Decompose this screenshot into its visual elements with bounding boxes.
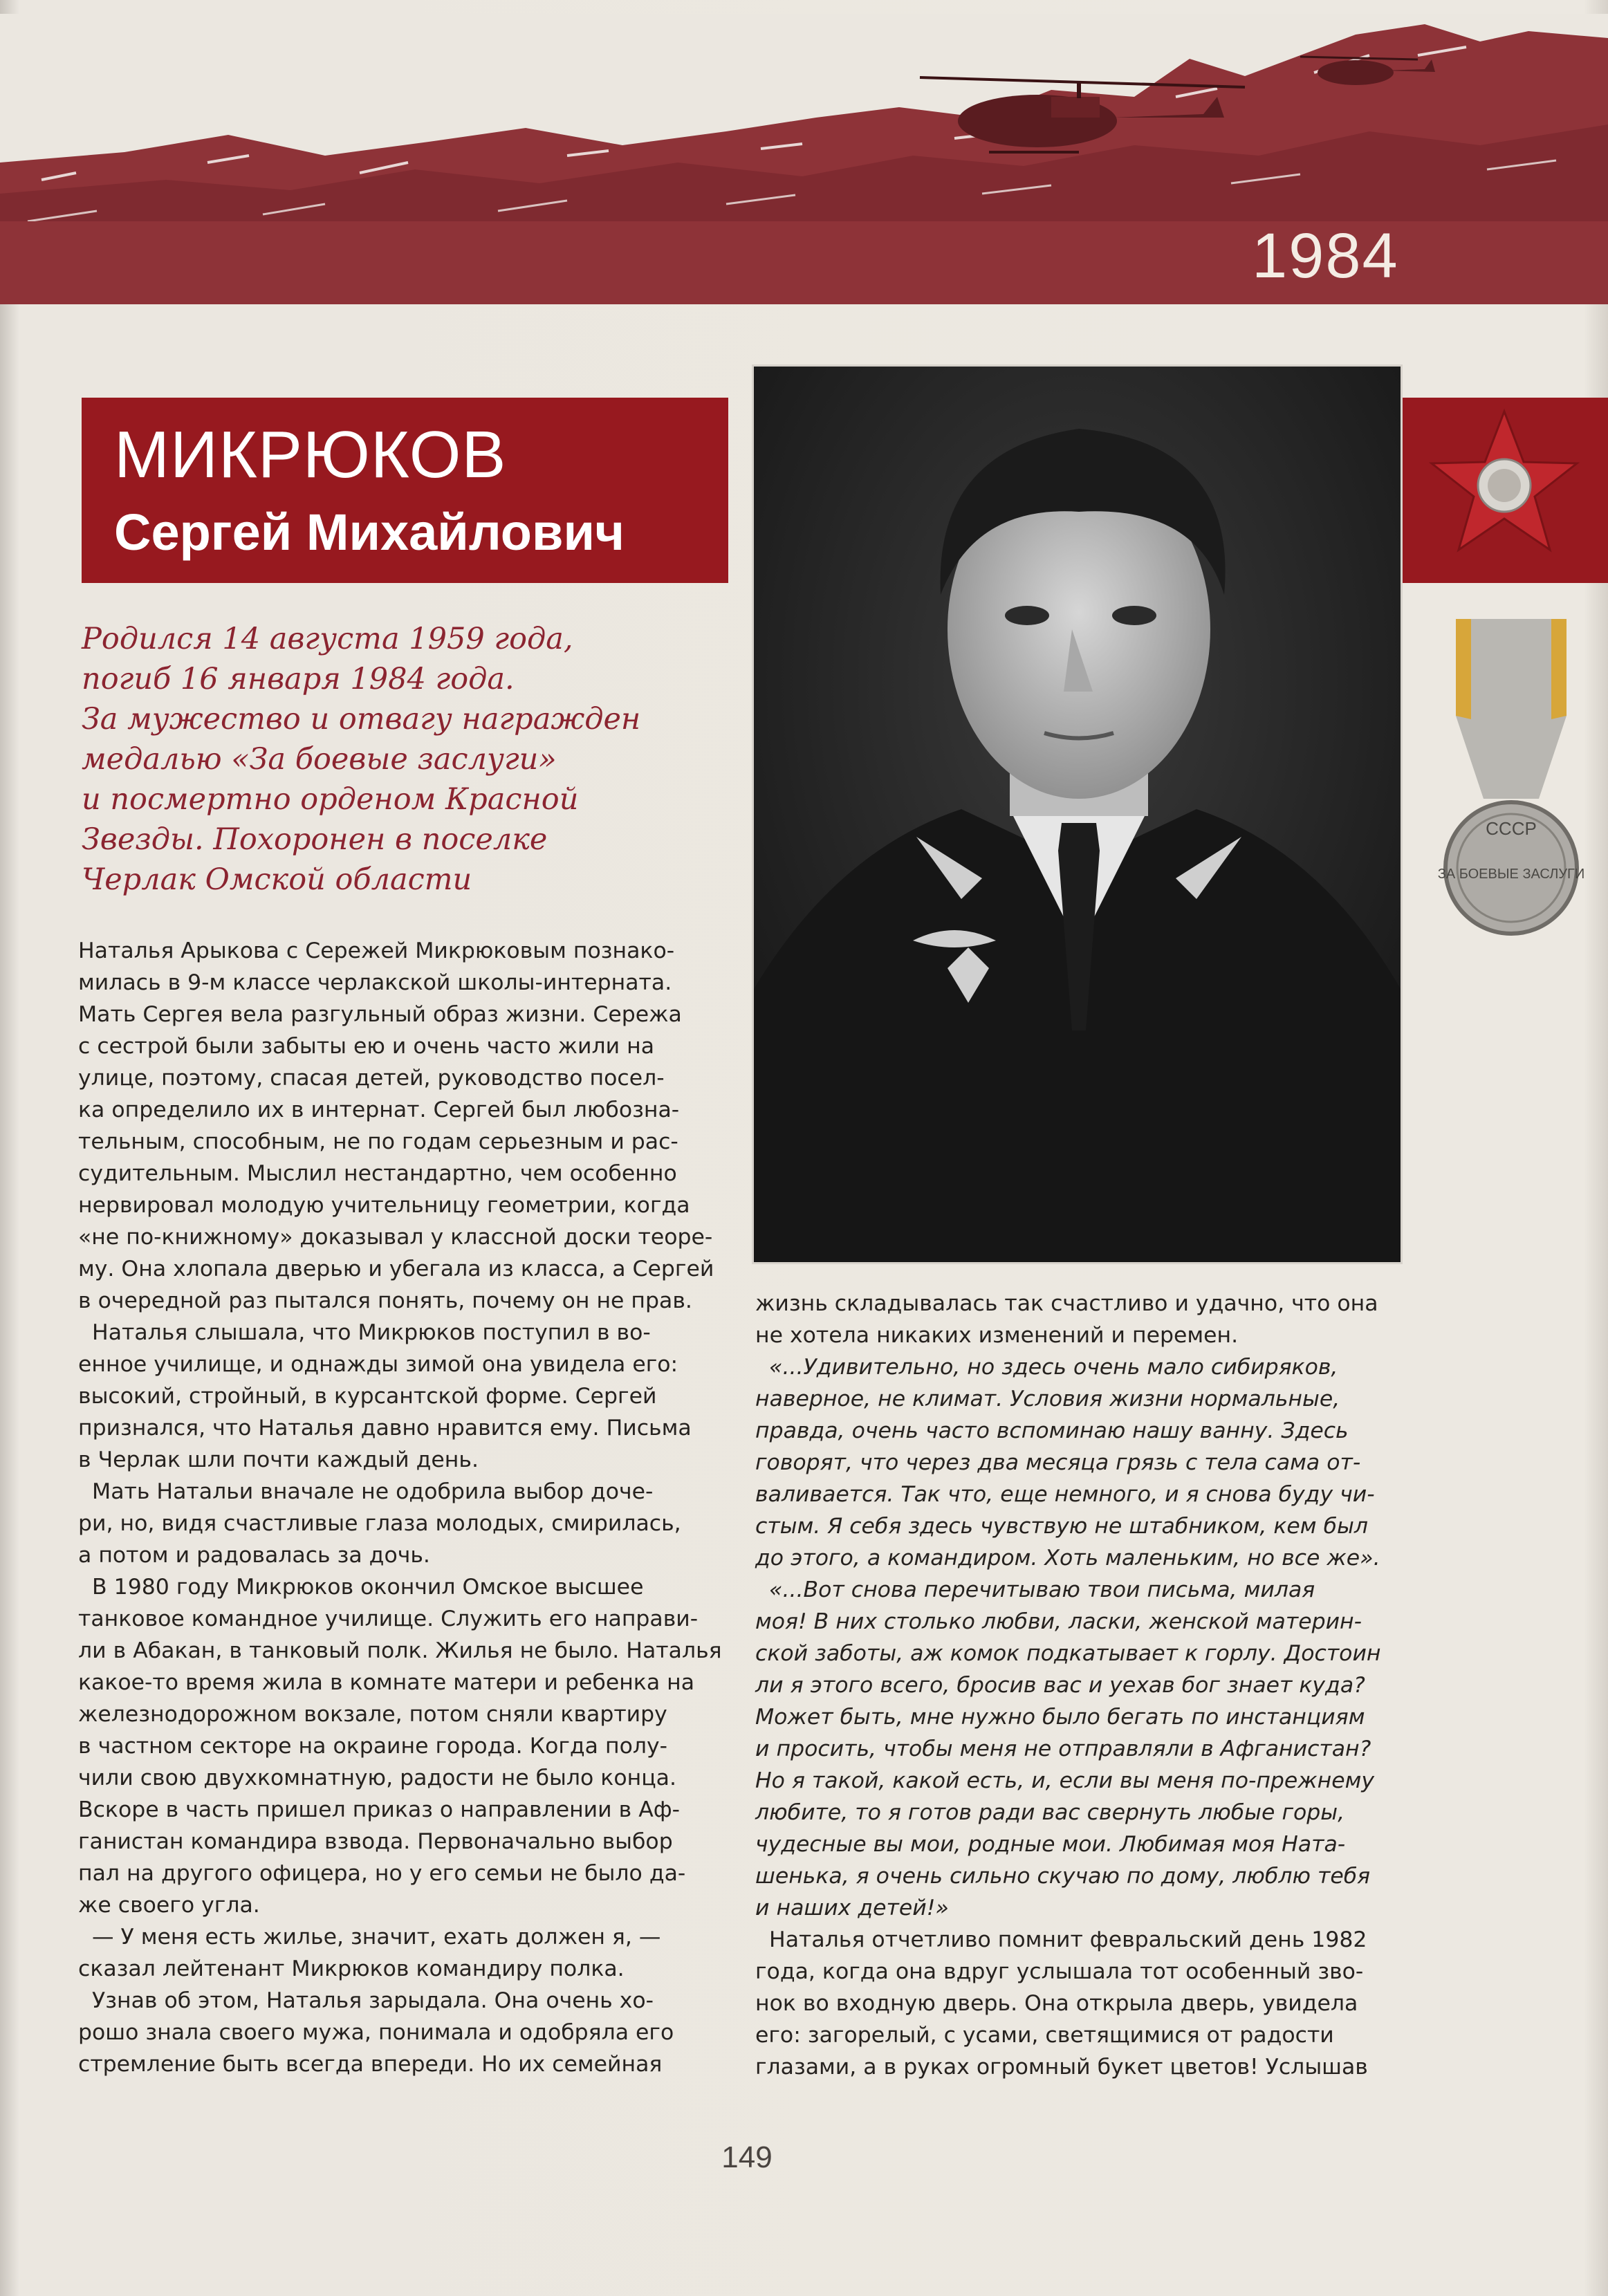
- letter-quote-line: Может быть, мне нужно было бегать по инстанциям: [755, 1705, 1365, 1730]
- letter-quote-line: наверное, не климат. Условия жизни нормальные,: [755, 1387, 1340, 1411]
- text-line: Наталья слышала, что Микрюков поступил в во-: [78, 1320, 651, 1345]
- letter-quote-line: чудесные вы мои, родные мои. Любимая моя Ната-: [755, 1832, 1346, 1857]
- text-line: а потом и радовалась за дочь.: [78, 1543, 430, 1568]
- text-line: Вскоре в часть пришел приказ о направлении в Аф-: [78, 1797, 681, 1822]
- portrait-photo: [754, 367, 1401, 1262]
- text-line: ка определило их в интернат. Сергей был любозна-: [78, 1098, 680, 1122]
- text-line: с сестрой были забыты ею и очень часто жили на: [78, 1034, 655, 1059]
- page-number: 149: [721, 2140, 773, 2174]
- letter-quote-line: и наших детей!»: [755, 1896, 949, 1920]
- letter-quote-line: валивается. Так что, еще немного, и я снова буду чи-: [755, 1482, 1375, 1507]
- text-line: признался, что Наталья давно нравится ему. Письма: [78, 1416, 692, 1441]
- text-line: в частном секторе на окраине города. Когда полу-: [78, 1734, 667, 1759]
- text-line: Наталья отчетливо помнит февральский день 1982: [755, 1927, 1367, 1952]
- text-line: танковое командное училище. Служить его направи-: [78, 1607, 699, 1631]
- text-line: енное училище, и однажды зимой она увидела его:: [78, 1352, 678, 1377]
- bio-line: Родился 14 августа 1959 года,: [82, 622, 573, 656]
- text-line: в очередной раз пытался понять, почему он не прав.: [78, 1288, 692, 1313]
- red-star-order-icon: [1428, 408, 1580, 553]
- bio-line: Черлак Омской области: [82, 862, 472, 897]
- text-line: железнодорожном вокзале, потом сняли квартиру: [78, 1702, 667, 1727]
- text-line: сказал лейтенант Микрюков командиру полка.: [78, 1956, 625, 1981]
- medal-inscription-top: СССР: [1486, 818, 1537, 839]
- letter-quote-line: ли я этого всего, бросив вас и уехав бог знает куда?: [755, 1673, 1365, 1698]
- text-line: жизнь складывалась так счастливо и удачно, что она: [755, 1291, 1378, 1316]
- text-line: же своего угла.: [78, 1893, 260, 1918]
- text-line: рошо знала своего мужа, понимала и одобряла его: [78, 2020, 674, 2045]
- text-line: чили свою двухкомнатную, радости не было конца.: [78, 1766, 676, 1790]
- text-line: «не по-книжному» доказывал у классной доски теоре-: [78, 1225, 713, 1250]
- bio-line: погиб 16 января 1984 года.: [82, 662, 515, 696]
- given-names-heading: Сергей Михайлович: [114, 503, 625, 561]
- text-line: улице, поэтому, спасая детей, руководство посел-: [78, 1066, 665, 1091]
- year-label: 1984: [1252, 221, 1399, 291]
- text-line: Мать Натальи вначале не одобрила выбор доче-: [78, 1479, 654, 1504]
- text-line: не хотела никаких изменений и перемен.: [755, 1323, 1239, 1348]
- text-line: пал на другого офицера, но у его семьи не было да-: [78, 1861, 686, 1886]
- text-line: тельным, способным, не по годам серьезным и рас-: [78, 1129, 678, 1154]
- text-line: года, когда она вдруг услышала тот особенный зво-: [755, 1959, 1364, 1984]
- text-line: В 1980 году Микрюков окончил Омское высшее: [78, 1575, 644, 1600]
- letter-quote-line: любите, то я готов ради вас свернуть любые горы,: [755, 1800, 1345, 1825]
- text-line: Мать Сергея вела разгульный образ жизни. Сережа: [78, 1002, 682, 1027]
- text-line: Узнав об этом, Наталья зарыдала. Она очень хо-: [78, 1988, 654, 2013]
- bio-line: Звезды. Похоронен в поселке: [82, 822, 548, 857]
- text-line: Наталья Арыкова с Сережей Микрюковым познако-: [78, 938, 675, 963]
- bio-line: и посмертно орденом Красной: [82, 782, 579, 817]
- medal-inscription-main: ЗА БОЕВЫЕ ЗАСЛУГИ: [1437, 867, 1585, 882]
- right-text-column: [755, 1288, 1405, 2083]
- letter-quote-line: правда, очень часто вспоминаю нашу ванну. Здесь: [755, 1418, 1349, 1443]
- letter-quote-line: моя! В них столько любви, ласки, женской материн-: [755, 1609, 1362, 1634]
- letter-quote-line: до этого, а командиром. Хоть маленьким, но все же».: [755, 1546, 1380, 1571]
- text-line: высокий, стройный, в курсантской форме. Сергей: [78, 1384, 657, 1409]
- text-line: милась в 9-м классе черлакской школы-интерната.: [78, 970, 672, 995]
- letter-quote-line: шенька, я очень сильно скучаю по дому, люблю тебя: [755, 1864, 1371, 1889]
- letter-quote-line: стым. Я себя здесь чувствую не штабником, кем был: [755, 1514, 1368, 1539]
- bio-line: За мужество и отвагу награжден: [82, 702, 641, 737]
- text-line: глазами, а в руках огромный букет цветов! Услышав: [755, 2055, 1368, 2080]
- letter-quote-line: говорят, что через два месяца грязь с тела сама от-: [755, 1450, 1361, 1475]
- text-line: какое-то время жила в комнате матери и ребенка на: [78, 1670, 695, 1695]
- text-line: му. Она хлопала дверью и убегала из класса, а Сергей: [78, 1257, 714, 1281]
- surname-heading: МИКРЮКОВ: [114, 418, 507, 492]
- letter-quote-line: «...Вот снова перечитываю твои письма, милая: [755, 1577, 1315, 1602]
- text-line: нервировал молодую учительницу геометрии, когда: [78, 1193, 690, 1218]
- text-line: в Черлак шли почти каждый день.: [78, 1447, 479, 1472]
- text-line: нок во входную дверь. Она открыла дверь, увидела: [755, 1991, 1358, 2016]
- text-line: — У меня есть жилье, значит, ехать должен я, —: [78, 1925, 661, 1950]
- text-line: ри, но, видя счастливые глаза молодых, смирилась,: [78, 1511, 681, 1536]
- letter-quote-line: Но я такой, какой есть, и, если вы меня по-прежнему: [755, 1768, 1375, 1793]
- letter-quote-line: ской заботы, аж комок подкатывает к горлу. Достоин: [755, 1641, 1381, 1666]
- text-line: ли в Абакан, в танковый полк. Жилья не было. Наталья: [78, 1638, 722, 1663]
- combat-merit-medal-icon: [1435, 619, 1587, 944]
- biography-summary: [82, 619, 725, 909]
- left-text-column: [78, 935, 735, 2080]
- text-line: судительным. Мыслил нестандартно, чем особенно: [78, 1161, 677, 1186]
- letter-quote-line: и просить, чтобы меня не отправляли в Афганистан?: [755, 1737, 1371, 1761]
- text-line: его: загорелый, с усами, светящимися от радости: [755, 2023, 1334, 2048]
- text-line: ганистан командира взвода. Первоначально выбор: [78, 1829, 673, 1854]
- text-line: стремление быть всегда впереди. Но их семейная: [78, 2052, 663, 2077]
- letter-quote-line: «...Удивительно, но здесь очень мало сибиряков,: [755, 1355, 1338, 1380]
- bio-line: медалью «За боевые заслуги»: [82, 742, 557, 777]
